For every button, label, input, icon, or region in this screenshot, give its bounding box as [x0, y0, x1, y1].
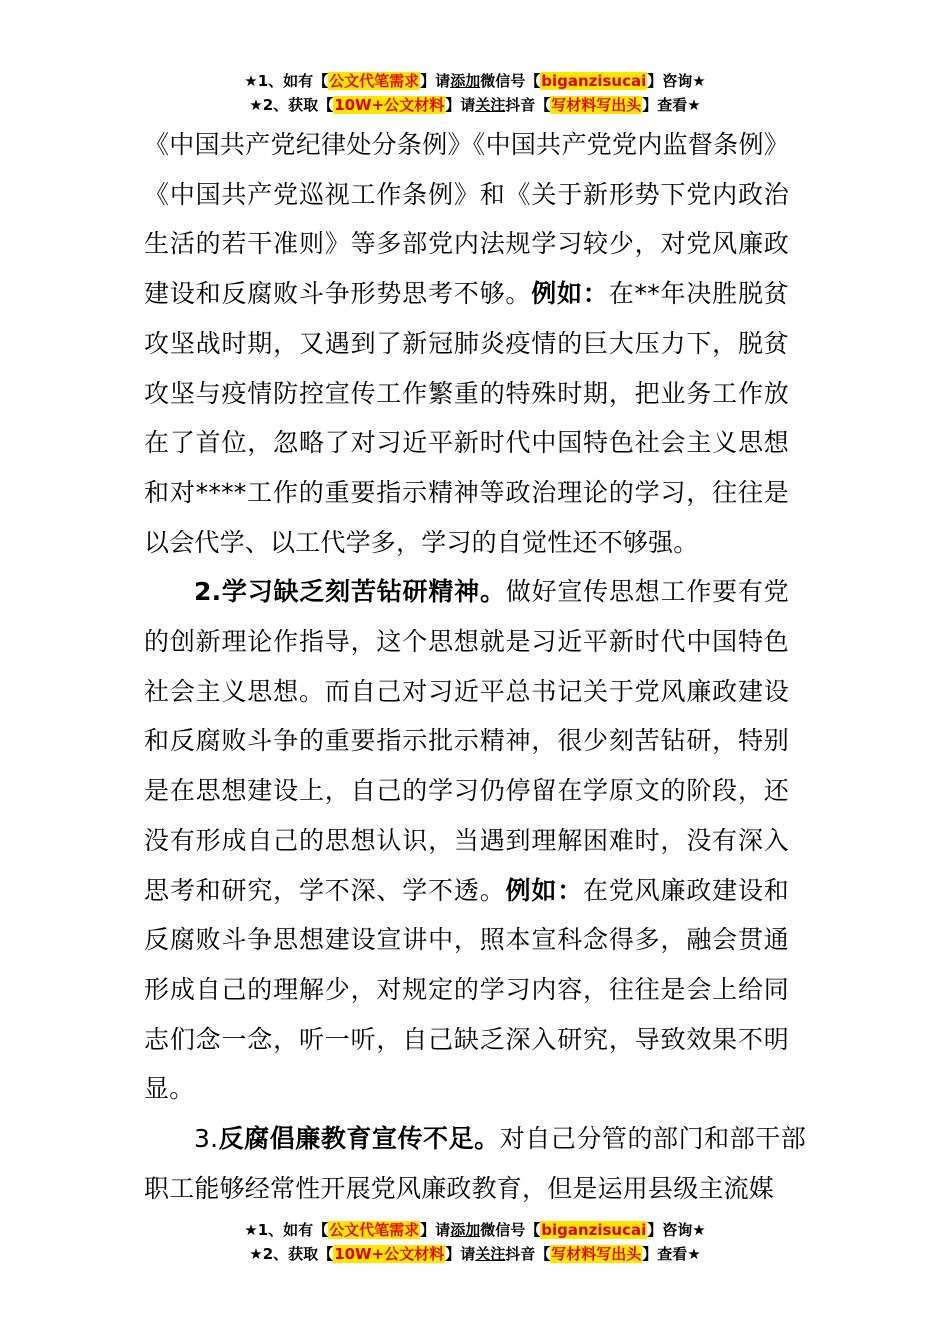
banner-text: 】请 [445, 1245, 476, 1263]
highlight-wechat-id: biganzisucai [541, 72, 647, 90]
banner-text: ★1、如有【 [244, 72, 329, 90]
banner-underlined-text: 添加 [450, 72, 481, 90]
banner-text: 】请 [420, 1221, 451, 1239]
section-number: 3. [194, 1124, 219, 1154]
banner-line-2 [0, 1242, 950, 1266]
paragraph-3 [144, 1114, 806, 1213]
banner-text: ★1、如有【 [244, 1221, 329, 1239]
banner-text: 微信号【 [480, 1221, 541, 1239]
banner-text: 】咨询★ [647, 1221, 706, 1239]
example-label: 例如： [531, 279, 609, 309]
paragraph-text: 《中国共产党纪律处分条例》《中国共产党党内监督条例》《中国共产党巡视工作条例》和《关于新形势下党内政治生活的若干准则》等多部党内法规学习较少，对党风廉政建设和反腐败斗争形势思考不够。 [144, 130, 789, 309]
example-label: 例如： [505, 875, 584, 905]
paragraph-2 [144, 567, 789, 1114]
highlight-douyin-account: 写材料写出头 [551, 96, 642, 114]
banner-line-2 [0, 93, 950, 117]
document-body [144, 120, 807, 1213]
highlight-douyin-account: 写材料写出头 [551, 1245, 642, 1263]
banner-underlined-text: 关注 [475, 1245, 506, 1263]
banner-underlined-text: 关注 [475, 96, 506, 114]
highlight-service: 公文代笔需求 [329, 1221, 420, 1239]
highlight-service: 公文代笔需求 [329, 72, 420, 90]
top-banner [0, 69, 950, 117]
banner-text: 】咨询★ [647, 72, 706, 90]
bottom-banner [0, 1218, 950, 1266]
banner-underlined-text: 添加 [450, 1221, 481, 1239]
example-text: 在**年决胜脱贫攻坚战时期，又遇到了新冠肺炎疫情的巨大压力下，脱贫攻坚与疫情防控宣传工作繁重的特殊时期，把业务工作放在了首位，忽略了对习近平新时代中国特色社会主义思想和对****工作的重要指示精神等政治理论的学习，往往是以会代学、以工代学多，学习的自觉性还不够强。 [144, 279, 789, 557]
section-heading: 2.学习缺乏刻苦钻研精神。 [194, 577, 506, 607]
paragraph-text: 做好宣传思想工作要有党的创新理论作指导，这个思想就是习近平新时代中国特色社会主义思想。而自己对习近平总书记关于党风廉政建设和反腐败斗争的重要指示批示精神，很少刻苦钻研，特别是在思想建设上，自己的学习仍停留在学原文的阶段，还没有形成自己的思想认识，当遇到理解困难时，没有深入思考和研究，学不深、学不透。 [144, 577, 789, 905]
banner-text: 】请 [445, 96, 476, 114]
banner-text: 】请 [420, 72, 451, 90]
banner-text: 抖音【 [505, 96, 551, 114]
highlight-materials: 10W+公文材料 [334, 1245, 445, 1263]
banner-line-1 [0, 1218, 950, 1242]
paragraph-text: 对自己分管的部门和部干部职工能够经常性开展党风廉政教育，但是运用县级主流媒 [144, 1124, 807, 1203]
section-heading: 反腐倡廉教育宣传不足。 [218, 1124, 500, 1154]
paragraph-1 [144, 120, 789, 567]
banner-text: ★2、获取【 [249, 1245, 334, 1263]
banner-text: 】查看★ [642, 96, 701, 114]
highlight-wechat-id: biganzisucai [541, 1221, 647, 1239]
banner-text: 】查看★ [642, 1245, 701, 1263]
banner-text: ★2、获取【 [249, 96, 334, 114]
banner-text: 微信号【 [480, 72, 541, 90]
banner-line-1 [0, 69, 950, 93]
example-text: 在党风廉政建设和反腐败斗争思想建设宣讲中，照本宣科念得多，融会贯通形成自己的理解少，对规定的学习内容，往往是会上给同志们念一念，听一听，自己缺乏深入研究，导致效果不明显。 [144, 875, 789, 1104]
highlight-materials: 10W+公文材料 [334, 96, 445, 114]
banner-text: 抖音【 [505, 1245, 551, 1263]
